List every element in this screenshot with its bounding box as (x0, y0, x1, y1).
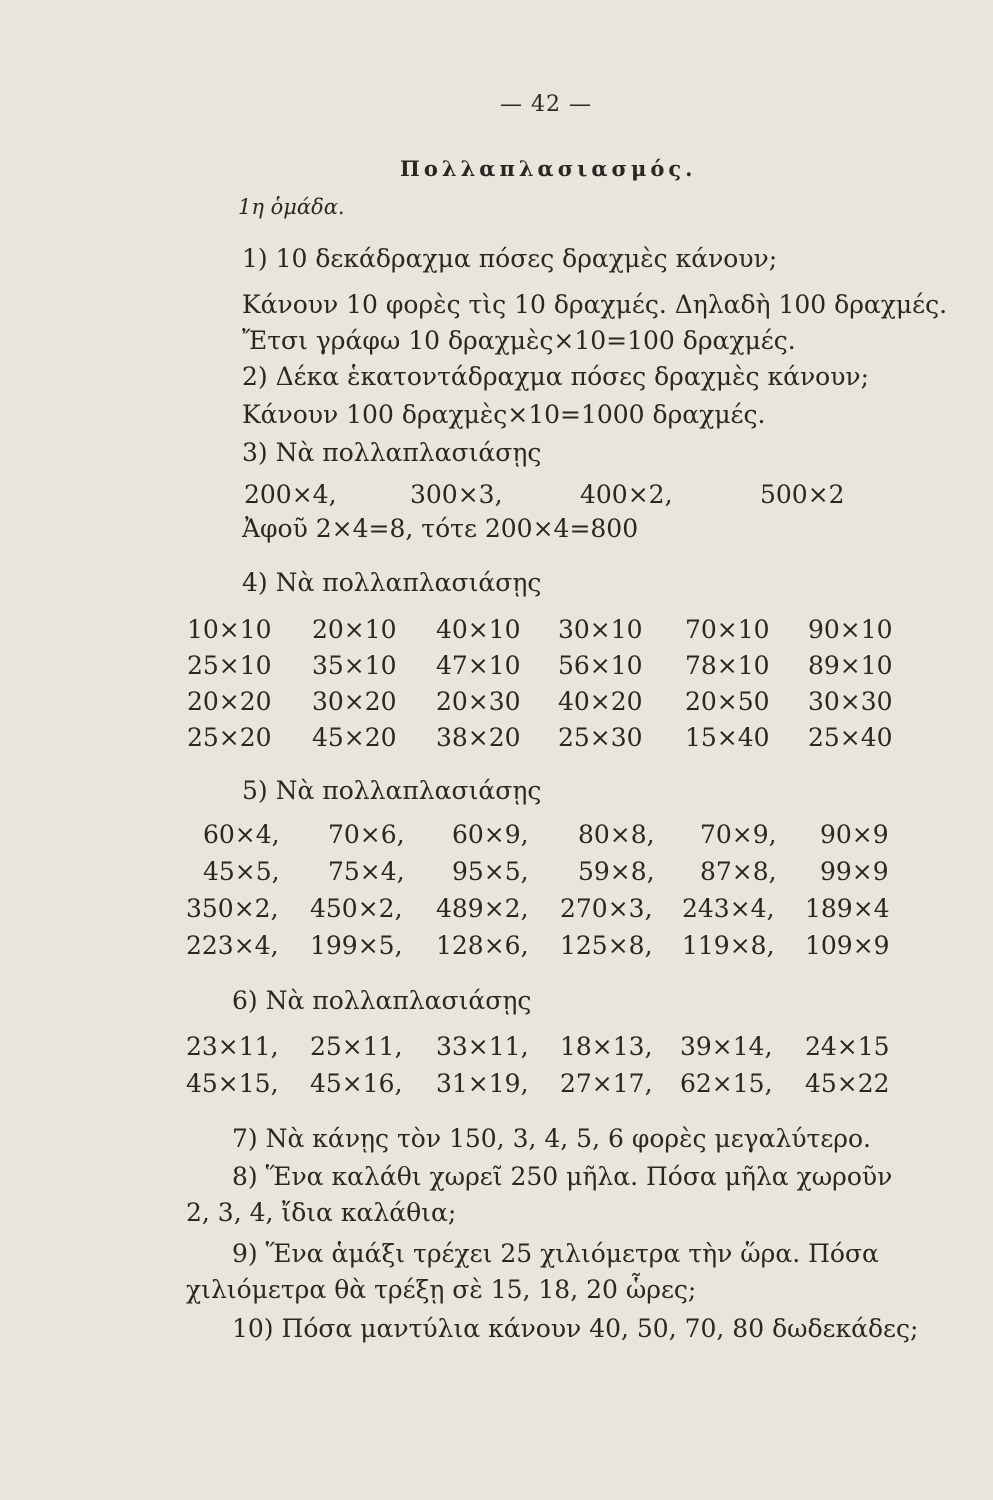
exercise-6-label: 6) Νὰ πολλαπλασιάσῃς (232, 986, 532, 1015)
exercise-item: 99×9 (820, 857, 889, 886)
problem-7: 7) Νὰ κάνῃς τὸν 150, 3, 4, 5, 6 φορὲς μεγαλύτερο. (232, 1124, 871, 1153)
exercise-item: 30×10 (558, 615, 643, 644)
exercise-item: 47×10 (436, 651, 521, 680)
exercise-item: 15×40 (685, 723, 770, 752)
page-number: — 42 — (500, 92, 592, 117)
exercise-row (0, 822, 993, 852)
exercise-item: 109×9 (805, 931, 890, 960)
exercise-item: 25×10 (187, 651, 272, 680)
exercise-item: 24×15 (805, 1032, 890, 1061)
problem-1-equation: Ἔτσι γράφω 10 δραχμὲς×10=100 δραχμές. (242, 326, 796, 355)
exercise-item: 31×19, (436, 1069, 529, 1098)
exercise-item: 25×40 (808, 723, 893, 752)
exercise-item: 78×10 (685, 651, 770, 680)
exercise-item: 45×20 (312, 723, 397, 752)
page-title: Πολλαπλασιασμός. (400, 156, 697, 181)
exercise-item: 20×50 (685, 687, 770, 716)
problem-1-answer: Κάνουν 10 φορὲς τὶς 10 δραχμές. Δηλαδὴ 100 δραχμές. (242, 290, 948, 319)
exercise-item: 70×6, (328, 820, 405, 849)
exercise-item: 400×2, (580, 480, 673, 509)
exercise-item: 38×20 (436, 723, 521, 752)
exercise-item: 87×8, (700, 857, 777, 886)
problem-2-answer: Κάνουν 100 δραχμὲς×10=1000 δραχμές. (242, 400, 766, 429)
problem-8: 8) Ἕνα καλάθι χωρεῖ 250 μῆλα. Πόσα μῆλα χωροῦν (232, 1162, 893, 1191)
exercise-item: 18×13, (560, 1032, 653, 1061)
exercise-row (0, 725, 993, 755)
problem-9: 9) Ἕνα ἁμάξι τρέχει 25 χιλιόμετρα τὴν ὥρα. Πόσα (232, 1239, 879, 1268)
exercise-4-label: 4) Νὰ πολλαπλασιάσῃς (242, 568, 542, 597)
exercise-item: 35×10 (312, 651, 397, 680)
exercise-3-label: 3) Νὰ πολλαπλασιάσῃς (242, 438, 542, 467)
exercise-item: 45×15, (186, 1069, 279, 1098)
exercise-item: 90×9 (820, 820, 889, 849)
exercise-item: 350×2, (186, 894, 279, 923)
exercise-item: 189×4 (805, 894, 890, 923)
exercise-row (0, 617, 993, 647)
exercise-item: 89×10 (808, 651, 893, 680)
exercise-item: 125×8, (560, 931, 653, 960)
exercise-item: 75×4, (328, 857, 405, 886)
exercise-3-note: Ἀφοῦ 2×4=8, τότε 200×4=800 (242, 514, 639, 543)
problem-1-question: 1) 10 δεκάδραχμα πόσες δραχμὲς κάνουν; (242, 244, 778, 273)
exercise-item: 70×9, (700, 820, 777, 849)
problem-10: 10) Πόσα μαντύλια κάνουν 40, 50, 70, 80 δωδεκάδες; (232, 1314, 919, 1343)
exercise-item: 39×14, (680, 1032, 773, 1061)
exercise-item: 59×8, (578, 857, 655, 886)
exercise-item: 450×2, (310, 894, 403, 923)
exercise-item: 25×20 (187, 723, 272, 752)
exercise-item: 90×10 (808, 615, 893, 644)
exercise-item: 70×10 (685, 615, 770, 644)
exercise-item: 40×20 (558, 687, 643, 716)
exercise-item: 128×6, (436, 931, 529, 960)
exercise-item: 25×30 (558, 723, 643, 752)
exercise-item: 45×5, (203, 857, 280, 886)
exercise-row (0, 896, 993, 926)
exercise-item: 62×15, (680, 1069, 773, 1098)
exercise-item: 200×4, (244, 480, 337, 509)
exercise-row (0, 653, 993, 683)
exercise-item: 119×8, (682, 931, 775, 960)
exercise-item: 270×3, (560, 894, 653, 923)
exercise-item: 223×4, (186, 931, 279, 960)
exercise-item: 80×8, (578, 820, 655, 849)
exercise-item: 45×16, (310, 1069, 403, 1098)
exercise-item: 45×22 (805, 1069, 890, 1098)
exercise-item: 243×4, (682, 894, 775, 923)
exercise-item: 95×5, (452, 857, 529, 886)
exercise-row (0, 689, 993, 719)
exercise-3-row (0, 482, 993, 512)
exercise-item: 30×30 (808, 687, 893, 716)
exercise-item: 25×11, (310, 1032, 403, 1061)
problem-2-question: 2) Δέκα ἑκατοντάδραχμα πόσες δραχμὲς κάνουν; (242, 362, 870, 391)
exercise-item: 40×10 (436, 615, 521, 644)
exercise-item: 56×10 (558, 651, 643, 680)
problem-9-continued: χιλιόμετρα θὰ τρέξῃ σὲ 15, 18, 20 ὧρες; (186, 1275, 697, 1304)
exercise-item: 489×2, (436, 894, 529, 923)
exercise-item: 300×3, (410, 480, 503, 509)
problem-8-continued: 2, 3, 4, ἴδια καλάθια; (186, 1198, 457, 1227)
exercise-item: 30×20 (312, 687, 397, 716)
group-label: 1η ὁμάδα. (238, 195, 345, 219)
exercise-item: 199×5, (310, 931, 403, 960)
exercise-item: 20×10 (312, 615, 397, 644)
exercise-row (0, 1071, 993, 1101)
exercise-item: 27×17, (560, 1069, 653, 1098)
exercise-item: 60×9, (452, 820, 529, 849)
exercise-item: 60×4, (203, 820, 280, 849)
exercise-item: 10×10 (187, 615, 272, 644)
exercise-item: 500×2 (760, 480, 845, 509)
exercise-item: 20×20 (187, 687, 272, 716)
exercise-5-label: 5) Νὰ πολλαπλασιάσῃς (242, 776, 542, 805)
exercise-row (0, 933, 993, 963)
exercise-item: 33×11, (436, 1032, 529, 1061)
exercise-item: 20×30 (436, 687, 521, 716)
exercise-row (0, 1034, 993, 1064)
exercise-row (0, 859, 993, 889)
exercise-item: 23×11, (186, 1032, 279, 1061)
